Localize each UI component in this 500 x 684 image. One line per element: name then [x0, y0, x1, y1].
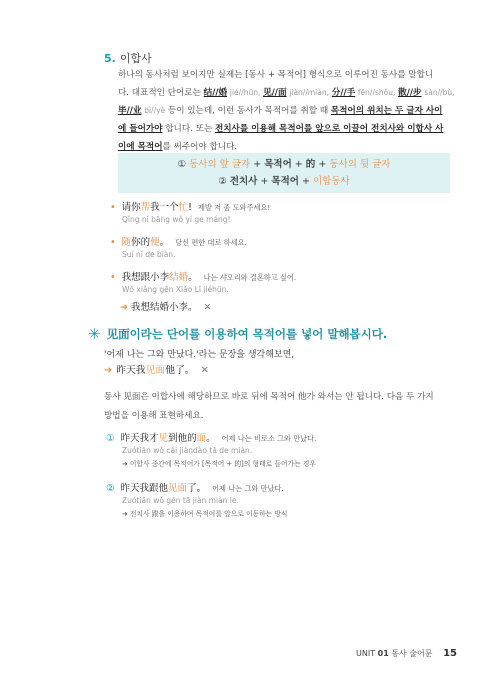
- answer-translation: 어제 나는 그와 만났다.: [212, 484, 284, 493]
- intro-line: 를 써주어야 합니다.: [162, 142, 238, 152]
- example-1: [110, 199, 270, 227]
- plus-sign: +: [253, 159, 262, 170]
- plus-sign: +: [318, 159, 327, 170]
- answer-pinyin: Zuótiān wǒ gēn tā jiàn miàn le.: [122, 496, 239, 505]
- formula-term: 목적어: [264, 159, 292, 170]
- plus-sign: +: [260, 176, 269, 187]
- word: 结//婚: [203, 88, 228, 98]
- intro-line: 다. 대표적인 단어로는: [118, 88, 204, 98]
- practice-title-text: 见面이라는 단어를 이용하여 목적어를 넣어 말해봅시다.: [106, 327, 388, 341]
- plus-sign: +: [294, 159, 303, 170]
- wrong-example: 我想结婚小李。: [131, 302, 198, 313]
- example-translation: 제발 저 좀 도와주세요!: [197, 203, 271, 212]
- practice-title: [88, 325, 387, 343]
- example-translation: 나는 샤오리와 결혼하고 싶어.: [203, 273, 297, 282]
- answer-number: ①: [106, 433, 115, 444]
- answer-pinyin: Zuótiān wǒ cái jiàndào tā de miàn.: [122, 446, 253, 455]
- formula-term: 전치사: [229, 176, 258, 187]
- example-highlight: 忙: [178, 202, 189, 213]
- answer-note: ➔ 이합사 중간에 목적어가 [목적어 + 的]의 형태로 들어가는 경우: [122, 460, 316, 468]
- answer-note: ➔ 전치사 跟을 이용하여 목적어를 앞으로 이동하는 방식: [122, 510, 288, 518]
- emphasis: 전치사를 이용해 목적어를 앞으로 이끌어 전치사와 이합사 사: [214, 124, 444, 134]
- arrow-icon: ➔: [104, 365, 113, 376]
- example-highlight: 便: [150, 237, 160, 248]
- example-pinyin: Wǒ xiǎng gēn Xiǎo Lǐ jiéhūn.: [122, 285, 229, 294]
- word: 见//面: [263, 88, 287, 98]
- formula-term: 이합동사: [312, 176, 350, 187]
- formula-term: 목적어: [271, 176, 299, 187]
- formula-number: ②: [218, 176, 227, 187]
- answer-highlight: 见: [158, 433, 169, 444]
- example-text: 我想跟小李: [121, 272, 170, 283]
- practice-question: '어제 나는 그와 만났다.'라는 문장을 생각해보면,: [104, 350, 295, 360]
- answer-translation: 어제 나는 비로소 그와 만났다.: [221, 434, 317, 443]
- unit-title: 동사 술어문: [391, 649, 433, 658]
- example-pinyin: Suí nǐ de biàn.: [122, 250, 176, 259]
- word: 毕//业: [118, 106, 142, 116]
- intro-paragraph: [118, 66, 458, 156]
- example-text: 我一个: [150, 202, 179, 213]
- example-highlight: 结婚: [169, 272, 189, 283]
- arrow-icon: ➔: [120, 302, 128, 313]
- answer-highlight: 面: [196, 433, 207, 444]
- formula-term: 동사의 앞 글자: [189, 159, 251, 170]
- formula-number: ①: [177, 159, 187, 170]
- answer-number: ②: [106, 483, 115, 494]
- bullet-icon: •: [110, 237, 116, 248]
- wrong-highlight: 见面: [145, 365, 166, 376]
- answer-text: 昨天我跟他: [120, 483, 169, 494]
- formula-term: 동사의 뒷 글자: [329, 159, 391, 170]
- wrong-text: 他了。: [165, 365, 195, 376]
- answer-text: 昨天我才: [120, 433, 159, 444]
- example-translation: 당신 편한 대로 하세요.: [175, 238, 247, 247]
- example-3: [110, 269, 296, 313]
- asterisk-icon: ✳: [88, 325, 101, 343]
- intro-line: 등이 있는데, 이런 동사가 목적어를 취할 때: [165, 106, 331, 116]
- formula-term: 的: [305, 159, 316, 170]
- wrong-mark-icon: ✕: [203, 302, 212, 313]
- word: 散//步: [398, 88, 422, 98]
- page-footer: [356, 648, 457, 659]
- answer-text: 到他的: [168, 433, 197, 444]
- explanation-line: 동사 见面은 이합사에 해당하므로 바로 뒤에 목적어 他가 와서는 안 됩니다. 다음 두 가지: [104, 392, 434, 402]
- unit-label: UNIT 01: [356, 649, 389, 658]
- word: 分//手: [331, 88, 356, 98]
- answer-text: 。: [206, 433, 216, 444]
- section-title: [104, 50, 152, 66]
- answer-1: [106, 430, 316, 471]
- explanation-line: 방법을 이용해 표현하세요.: [104, 411, 204, 421]
- page-number: 15: [443, 648, 457, 659]
- bullet-icon: •: [110, 202, 116, 213]
- wrong-mark-icon: ✕: [200, 365, 209, 376]
- example-pinyin: Qǐng nǐ bāng wǒ yí ge máng!: [122, 215, 231, 224]
- example-2: [110, 234, 247, 262]
- answer-2: [106, 480, 288, 521]
- example-text: 。: [159, 237, 170, 248]
- example-highlight: 帮: [140, 202, 151, 213]
- plus-sign: +: [301, 176, 310, 187]
- pinyin: jiàn//miàn,: [289, 88, 329, 97]
- wrong-text: 昨天我: [116, 365, 146, 376]
- pinyin: bì//yè: [144, 106, 166, 115]
- example-text: 请你: [121, 202, 141, 213]
- emphasis: 목적어의 위치는 두 글자 사이: [330, 106, 443, 116]
- example-text: 你的: [131, 237, 151, 248]
- example-highlight: 随: [121, 237, 132, 248]
- example-text: 。: [188, 272, 198, 283]
- intro-line: 하나의 동사처럼 보이지만 실제는 [동사 + 목적어] 형식으로 이루어진 동사를 말합니: [118, 70, 434, 80]
- answer-highlight: 见面: [168, 483, 188, 494]
- intro-line: 합니다. 또는: [162, 124, 215, 134]
- practice-wrong: [104, 362, 209, 376]
- formula-line-1: [118, 156, 450, 173]
- pinyin: jié//hūn,: [229, 88, 261, 97]
- pinyin: sàn//bù,: [424, 88, 455, 97]
- section-number: 5.: [104, 52, 116, 65]
- example-text: !: [188, 202, 192, 213]
- formula-line-2: [118, 173, 450, 190]
- section-title-text: 이합사: [119, 52, 152, 65]
- formula-box: [118, 153, 450, 193]
- bullet-icon: •: [110, 272, 116, 283]
- answer-text: 了。: [187, 483, 207, 494]
- pinyin: fēn//shǒu,: [357, 88, 396, 97]
- emphasis: 에 들어가야: [118, 124, 163, 134]
- practice-explanation: [104, 388, 454, 426]
- emphasis: 이에 목적어: [118, 142, 163, 152]
